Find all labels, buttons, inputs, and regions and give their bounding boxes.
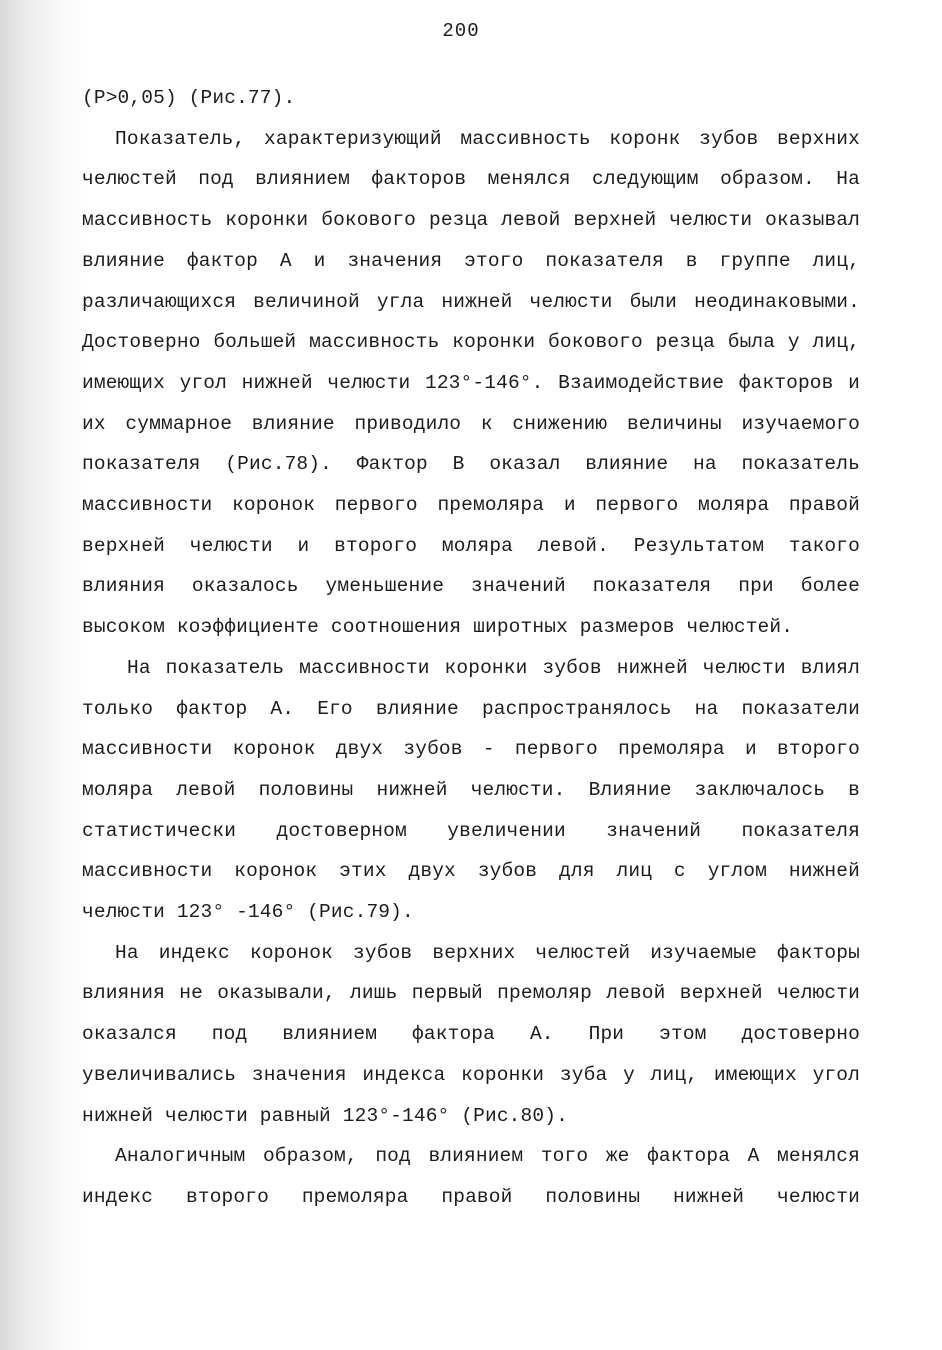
paragraph-continuation: (P>0,05) (Рис.77). xyxy=(82,87,296,109)
scan-shadow-edge xyxy=(0,0,92,1350)
document-body xyxy=(82,78,860,1218)
page-number: 200 xyxy=(442,20,480,42)
paragraph-lower-jaw-massiveness: На показатель массивности коронки зубов нижней челюсти влиял только фактор А. Его влияние распространялось на показатели массивности коронок двух зубов - первого премоляра и второго моляра левой половины нижней челюсти. Влияние заключалось в статистически достоверном увеличении значений показателя массивности коронок этих двух зубов для лиц с углом нижней челюсти 123° -146° (Рис.79). xyxy=(82,656,860,924)
paragraph-upper-jaw-index: На индекс коронок зубов верхних челюстей изучаемые факторы влияния не оказывали, лишь первый премоляр левой верхней челюсти оказался под влиянием фактора А. При этом достоверно увеличивались значения индекса коронки зуба у лиц, имеющих угол нижней челюсти равный 123°-146° (Рис.80). xyxy=(82,941,860,1127)
paragraph-lower-jaw-index: Аналогичным образом, под влиянием того же фактора А менялся индекс второго премоляра правой половины нижней челюсти xyxy=(82,1145,860,1208)
paragraph-upper-jaw-massiveness: Показатель, характеризующий массивность коронк зубов верхних челюстей под влиянием факторов менялся следующим образом. На массивность коронки бокового резца левой верхней челюсти оказывал влияние фактор А и значения этого показателя в группе лиц, различающихся величиной угла нижней челюсти были неодинаковыми. Достоверно большей массивность коронки бокового резца была у лиц, имеющих угол нижней челюсти 123°-146°. Взаимодействие факторов и их суммарное влияние приводило к снижению величины изучаемого показателя (Рис.78). Фактор В оказал влияние на показатель массивности коронок первого премоляра и первого моляра правой верхней челюсти и второго моляра левой. Результатом такого влияния оказалось уменьшение значений показателя при более высоком коэффициенте соотношения широтных размеров челюстей. xyxy=(82,127,860,639)
